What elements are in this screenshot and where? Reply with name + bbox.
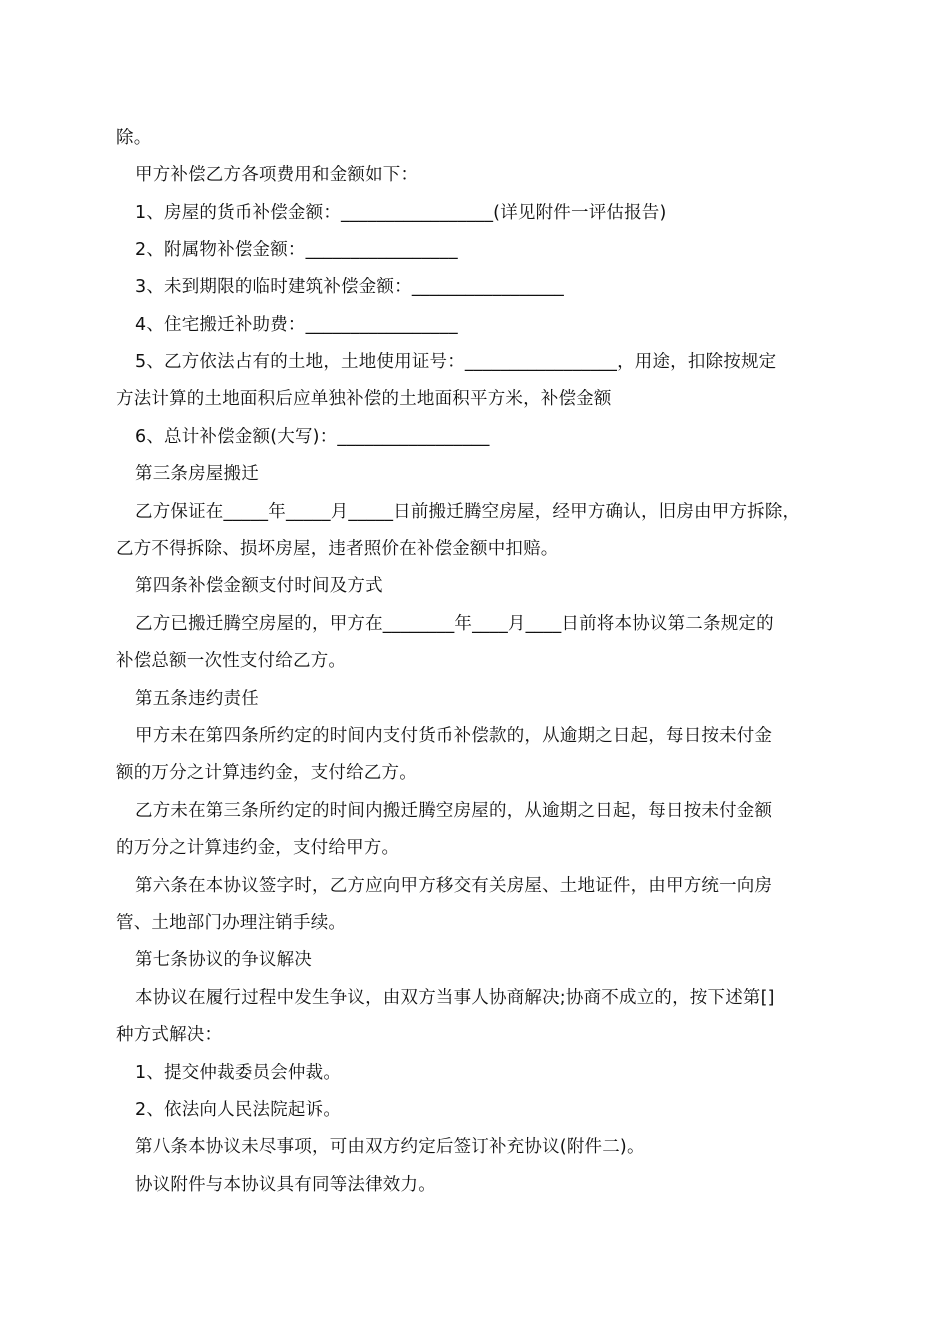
text-line: 4、住宅搬迁补助费：_________________ xyxy=(135,315,458,335)
text-line: 甲方未在第四条所约定的时间内支付货币补偿款的，从逾期之日起，每日按未付金 xyxy=(135,726,773,746)
text-line: 管、土地部门办理注销手续。 xyxy=(116,913,347,933)
section-heading: 第四条补偿金额支付时间及方式 xyxy=(135,576,383,596)
text-line: 1、房屋的货币补偿金额：_________________(详见附件一评估报告) xyxy=(135,203,667,223)
section-heading: 第五条违约责任 xyxy=(135,689,259,709)
text-line: 3、未到期限的临时建筑补偿金额：_________________ xyxy=(135,277,564,297)
text-line: 2、依法向人民法院起诉。 xyxy=(135,1100,342,1120)
text-line: 2、附属物补偿金额：_________________ xyxy=(135,240,458,260)
text-line: 的万分之计算违约金，支付给甲方。 xyxy=(116,838,400,858)
text-line: 补偿总额一次性支付给乙方。 xyxy=(116,651,347,671)
text-line: 1、提交仲裁委员会仲裁。 xyxy=(135,1063,342,1083)
section-heading: 第七条协议的争议解决 xyxy=(135,950,312,970)
text-line: 种方式解决： xyxy=(116,1025,223,1045)
text-line: 乙方已搬迁腾空房屋的，甲方在________年____月____日前将本协议第二条规定的 xyxy=(135,614,774,634)
text-line: 方法计算的土地面积后应单独补偿的土地面积平方米，补偿金额 xyxy=(116,389,612,409)
text-line: 额的万分之计算违约金，支付给乙方。 xyxy=(116,763,417,783)
text-line: 5、乙方依法占有的土地，土地使用证号：_________________，用途，扣除按规定 xyxy=(135,352,777,372)
text-line: 本协议在履行过程中发生争议，由双方当事人协商解决;协商不成立的，按下述第[] xyxy=(135,988,775,1008)
text-line: 乙方不得拆除、损坏房屋，违者照价在补偿金额中扣赔。 xyxy=(116,539,559,559)
text-line: 甲方补偿乙方各项费用和金额如下： xyxy=(135,165,419,185)
text-line: 第八条本协议未尽事项，可由双方约定后签订补充协议(附件二)。 xyxy=(135,1137,645,1157)
section-heading: 第三条房屋搬迁 xyxy=(135,464,259,484)
text-line: 第六条在本协议签字时，乙方应向甲方移交有关房屋、土地证件，由甲方统一向房 xyxy=(135,876,773,896)
text-line: 乙方未在第三条所约定的时间内搬迁腾空房屋的，从逾期之日起，每日按未付金额 xyxy=(135,801,773,821)
text-line: 6、总计补偿金额(大写)：_________________ xyxy=(135,427,490,447)
text-line: 除。 xyxy=(116,128,152,148)
text-line: 乙方保证在_____年_____月_____日前搬迁腾空房屋，经甲方确认，旧房由甲方拆除， xyxy=(135,502,801,522)
text-line: 协议附件与本协议具有同等法律效力。 xyxy=(135,1175,436,1195)
